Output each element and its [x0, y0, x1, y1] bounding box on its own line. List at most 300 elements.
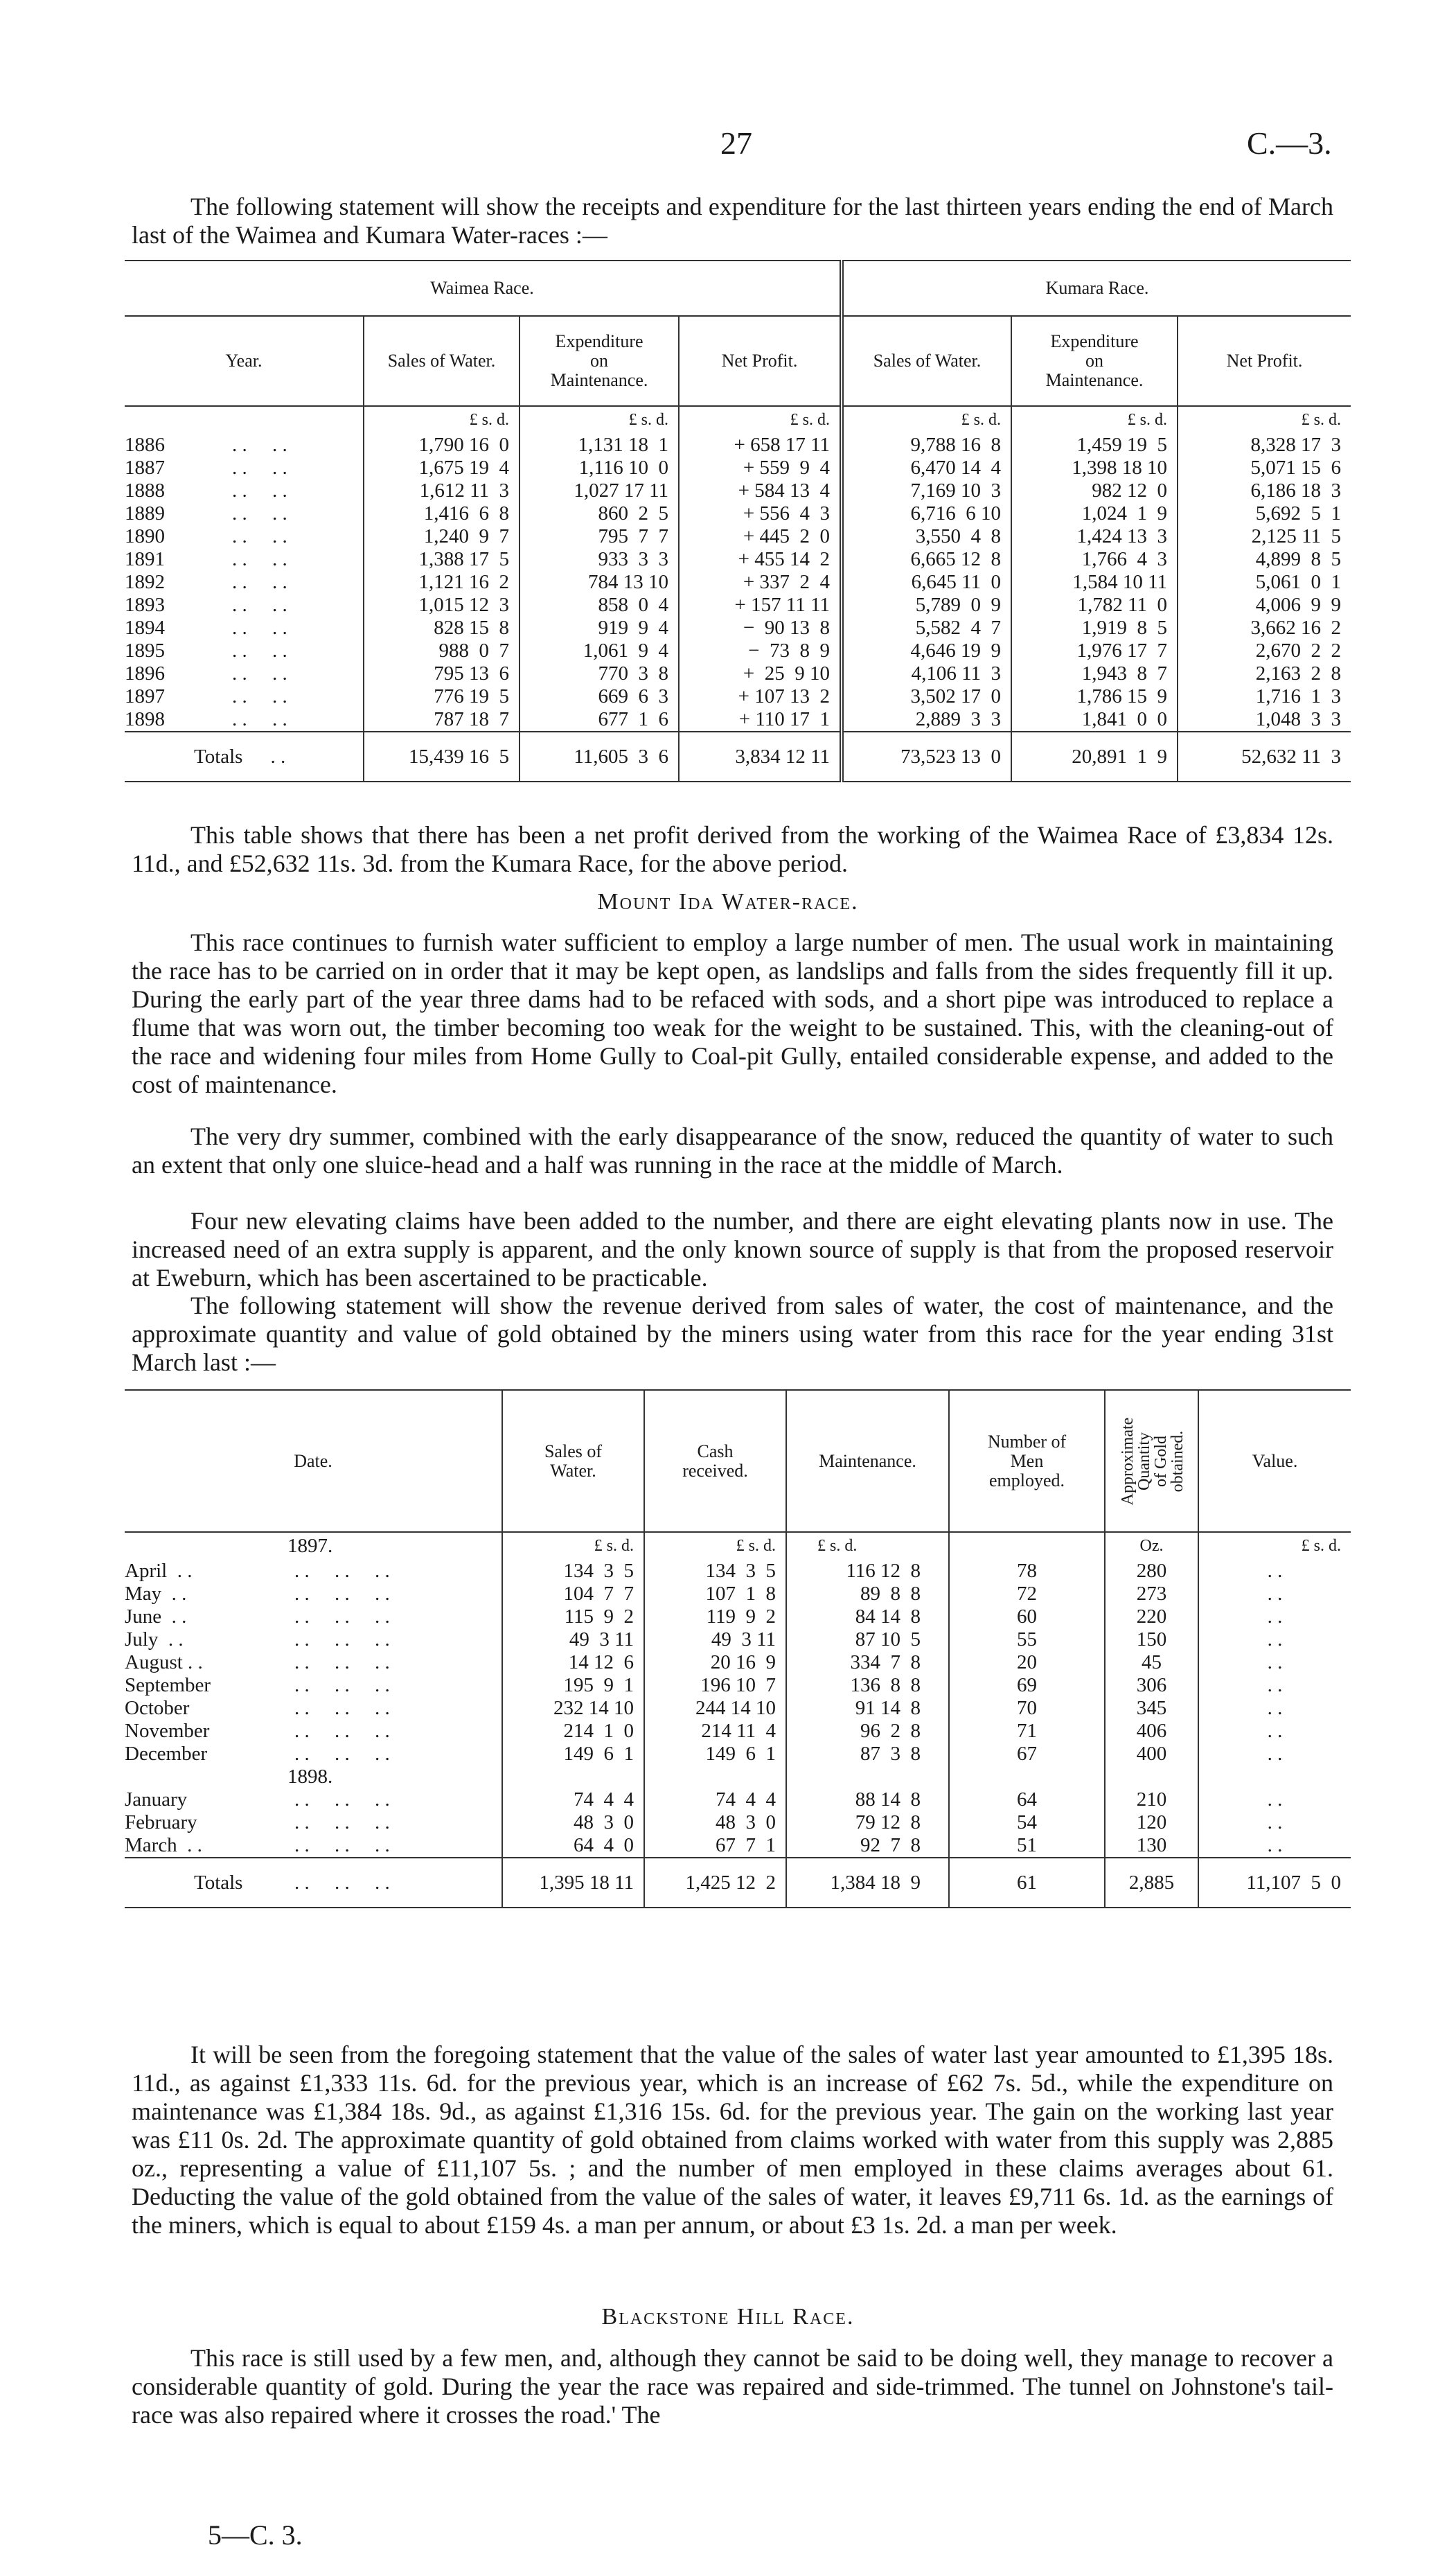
gold-cell: 210 — [1105, 1788, 1198, 1811]
month-cell — [125, 1811, 502, 1834]
units-label: £ s. d. — [679, 406, 842, 434]
sales-cell: 49 3 11 — [502, 1628, 644, 1651]
cash-cell: 67 7 1 — [644, 1834, 786, 1858]
waimea-sales-cell: 1,388 17 5 — [364, 548, 520, 571]
kumara-expenditure-cell: 1,943 8 7 — [1011, 662, 1178, 685]
mount-ida-text-2: The very dry summer, combined with the early disappearance of the snow, reduced the quantity of water to such an extent that only one sluice-head and a half was running in the race at the middle of March. — [132, 1123, 1333, 1179]
waimea-net-profit-total: 3,834 12 11 — [679, 732, 842, 782]
maintenance-cell: 79 12 8 — [786, 1811, 949, 1834]
leader-dots: . . . . — [232, 708, 287, 730]
intro-paragraph — [132, 193, 1333, 249]
month-label: January — [125, 1788, 188, 1811]
kumara-sales-cell: 5,789 0 9 — [842, 594, 1011, 617]
gold-column-header — [1105, 1390, 1198, 1532]
kumara-sales-cell: 2,889 3 3 — [842, 708, 1011, 732]
totals-label: Totals — [194, 1871, 243, 1894]
gold-label-line3: of Gold — [1151, 1435, 1170, 1487]
leader-dots: . . . . . . — [294, 1697, 390, 1719]
kumara-sales-cell: 6,716 6 10 — [842, 502, 1011, 525]
month-cell — [125, 1697, 502, 1720]
kumara-expenditure-cell: 1,424 13 3 — [1011, 525, 1178, 548]
cash-label-line1: Cash — [697, 1441, 734, 1461]
kumara-expenditure-header — [1011, 316, 1178, 406]
year-cell — [125, 479, 364, 502]
year-cell — [125, 640, 364, 662]
kumara-net-profit-cell: 2,670 2 2 — [1178, 640, 1351, 662]
gold-cell: 220 — [1105, 1605, 1198, 1628]
leader-dots: . . . . — [232, 548, 287, 570]
waimea-expenditure-header — [520, 316, 679, 406]
men-cell: 69 — [949, 1674, 1105, 1697]
waimea-net-profit-cell: + 556 4 3 — [679, 502, 842, 525]
gold-cell: 306 — [1105, 1674, 1198, 1697]
table-row — [125, 640, 1351, 662]
table-row — [125, 1560, 1351, 1583]
waimea-net-profit-cell: + 110 17 1 — [679, 708, 842, 732]
empty-cell — [949, 1766, 1105, 1788]
men-label-line3: employed. — [988, 1470, 1065, 1490]
men-label-line1: Number of — [987, 1431, 1067, 1452]
cash-cell: 196 10 7 — [644, 1674, 786, 1697]
year-label: 1888 — [125, 479, 165, 502]
totals-row — [125, 1858, 1351, 1908]
month-cell — [125, 1788, 502, 1811]
leader-dots: . . . . . . — [294, 1834, 390, 1856]
value-cell: . . — [1198, 1720, 1351, 1743]
kumara-expenditure-cell: 1,459 19 5 — [1011, 434, 1178, 457]
cash-label-line2: received. — [682, 1460, 748, 1481]
waimea-sales-cell: 776 19 5 — [364, 685, 520, 708]
waimea-net-profit-cell: + 455 14 2 — [679, 548, 842, 571]
table-row — [125, 502, 1351, 525]
value-cell: . . — [1198, 1605, 1351, 1628]
month-cell — [125, 1674, 502, 1697]
kumara-sales-cell: 6,665 12 8 — [842, 548, 1011, 571]
empty-cell — [644, 1766, 786, 1788]
signature-mark: 5—C. 3. — [208, 2519, 303, 2551]
year-cell — [125, 571, 364, 594]
waimea-sales-cell: 1,240 9 7 — [364, 525, 520, 548]
waimea-sales-cell: 988 0 7 — [364, 640, 520, 662]
men-cell: 60 — [949, 1605, 1105, 1628]
year-label: 1897 — [125, 685, 165, 707]
sales-cell: 134 3 5 — [502, 1560, 644, 1583]
expenditure-label-line3: Maintenance. — [1045, 370, 1144, 390]
table-row — [125, 1834, 1351, 1858]
leader-dots: . . . . . . — [294, 1871, 390, 1894]
totals-cell — [125, 1858, 502, 1908]
sales-cell: 14 12 6 — [502, 1651, 644, 1674]
men-cell: 67 — [949, 1743, 1105, 1766]
sales-cell: 214 1 0 — [502, 1720, 644, 1743]
cash-cell: 119 9 2 — [644, 1605, 786, 1628]
waimea-net-profit-cell: + 445 2 0 — [679, 525, 842, 548]
kumara-expenditure-cell: 1,584 10 11 — [1011, 571, 1178, 594]
waimea-kumara-table — [125, 260, 1351, 782]
units-label: £ s. d. — [502, 1532, 644, 1560]
table-row — [125, 594, 1351, 617]
kumara-expenditure-cell: 1,024 1 9 — [1011, 502, 1178, 525]
men-cell: 70 — [949, 1697, 1105, 1720]
page-number: 27 — [720, 125, 752, 161]
units-label: £ s. d. — [364, 406, 520, 434]
year-label: 1890 — [125, 525, 165, 547]
table-row — [125, 1674, 1351, 1697]
maintenance-cell: 96 2 8 — [786, 1720, 949, 1743]
table-row — [125, 548, 1351, 571]
year-cell — [125, 502, 364, 525]
gold-label-line4: obtained. — [1168, 1430, 1187, 1492]
kumara-sales-cell: 4,106 11 3 — [842, 662, 1011, 685]
cash-cell: 244 14 10 — [644, 1697, 786, 1720]
men-cell: 78 — [949, 1560, 1105, 1583]
table2-summary-text: It will be seen from the foregoing statement that the value of the sales of water last year amounted to £1,395 18s. 11d., as against £1,333 11s. 6d. for the previous year, which is an increase of £62 7s. 5d., while the expenditure on maintenance was £1,384 18s. 9d., as against £1,316 15s. 6d. for the previous year. The gain on the working last year was £11 0s. 2d. The approximate quantity of gold obtained from claims worked with water from this supply was 2,885 oz., representing a value of £11,107 5s. ; and the number of men employed in these claims averages about 61. Deducting the value of the gold obtained from the value of the sales of water, it leaves £9,711 6s. 1d. as the earnings of the miners, which is equal to about £159 4s. a man per annum, or about £3 1s. 2d. a man per week. — [132, 2041, 1333, 2239]
mount-ida-paragraph-3 — [132, 1207, 1333, 1292]
maintenance-cell: 334 7 8 — [786, 1651, 949, 1674]
leader-dots: . . . . . . — [294, 1605, 390, 1628]
blackstone-paragraph — [132, 2344, 1333, 2429]
waimea-expenditure-cell: 795 7 7 — [520, 525, 679, 548]
year-cell — [125, 434, 364, 457]
kumara-expenditure-cell: 1,398 18 10 — [1011, 457, 1178, 479]
maintenance-cell: 87 10 5 — [786, 1628, 949, 1651]
waimea-sales-cell: 828 15 8 — [364, 617, 520, 640]
year-cell — [125, 617, 364, 640]
intro-text: The following statement will show the receipts and expenditure for the last thirteen years ending the end of March last of the Waimea and Kumara Water-races :— — [132, 193, 1333, 249]
gold-cell: 345 — [1105, 1697, 1198, 1720]
cash-cell: 20 16 9 — [644, 1651, 786, 1674]
month-cell — [125, 1628, 502, 1651]
waimea-expenditure-cell: 784 13 10 — [520, 571, 679, 594]
leader-dots: . . . . — [232, 685, 287, 707]
cash-cell: 149 6 1 — [644, 1743, 786, 1766]
leader-dots: . . . . — [232, 662, 287, 685]
leader-dots: . . . . — [232, 571, 287, 593]
waimea-net-profit-cell: + 157 11 11 — [679, 594, 842, 617]
expenditure-label-line1: Expenditure — [1050, 331, 1139, 351]
kumara-sales-cell: 3,502 17 0 — [842, 685, 1011, 708]
units-label: £ s. d. — [520, 406, 679, 434]
month-cell — [125, 1720, 502, 1743]
waimea-kumara-body — [125, 406, 1351, 782]
leader-dots: . . . . . . — [294, 1628, 390, 1651]
men-column-header — [949, 1390, 1105, 1532]
men-cell: 51 — [949, 1834, 1105, 1858]
kumara-race-header: Kumara Race. — [842, 261, 1351, 316]
cash-column-header — [644, 1390, 786, 1532]
year-cell — [125, 594, 364, 617]
leader-dots: . . — [270, 745, 286, 768]
kumara-net-profit-cell: 4,006 9 9 — [1178, 594, 1351, 617]
month-cell — [125, 1834, 502, 1858]
kumara-sales-cell: 9,788 16 8 — [842, 434, 1011, 457]
leader-dots: . . . . . . — [294, 1583, 390, 1605]
maintenance-column-header: Maintenance. — [786, 1390, 949, 1532]
units-label: £ s. d. — [786, 1532, 949, 1560]
value-cell: . . — [1198, 1811, 1351, 1834]
value-column-header: Value. — [1198, 1390, 1351, 1532]
table-row — [125, 525, 1351, 548]
maintenance-total: 1,384 18 9 — [786, 1858, 949, 1908]
waimea-sales-cell: 1,015 12 3 — [364, 594, 520, 617]
value-cell: . . — [1198, 1834, 1351, 1858]
waimea-expenditure-cell: 933 3 3 — [520, 548, 679, 571]
mount-ida-body — [125, 1532, 1351, 1908]
waimea-net-profit-cell: + 25 9 10 — [679, 662, 842, 685]
waimea-sales-total: 15,439 16 5 — [364, 732, 520, 782]
value-total: 11,107 5 0 — [1198, 1858, 1351, 1908]
waimea-race-header: Waimea Race. — [125, 261, 842, 316]
document-reference: C.—3. — [1247, 125, 1332, 161]
empty-cell — [1105, 1766, 1198, 1788]
gold-label-line2: Quantity — [1135, 1432, 1153, 1490]
waimea-expenditure-total: 11,605 3 6 — [520, 732, 679, 782]
empty-cell — [1198, 1766, 1351, 1788]
kumara-net-profit-total: 52,632 11 3 — [1178, 732, 1351, 782]
sales-label-line2: Water. — [550, 1460, 596, 1481]
waimea-net-profit-cell: + 337 2 4 — [679, 571, 842, 594]
maintenance-cell: 92 7 8 — [786, 1834, 949, 1858]
date-column-header: Date. — [294, 1450, 332, 1471]
table-row — [125, 457, 1351, 479]
month-cell — [125, 1605, 502, 1628]
year-cell — [125, 525, 364, 548]
units-label: £ s. d. — [1011, 406, 1178, 434]
year-units-row — [125, 1532, 1351, 1560]
year-label: 1896 — [125, 662, 165, 685]
sales-cell: 232 14 10 — [502, 1697, 644, 1720]
kumara-expenditure-cell: 1,919 8 5 — [1011, 617, 1178, 640]
table-row — [125, 571, 1351, 594]
waimea-sales-cell: 1,121 16 2 — [364, 571, 520, 594]
waimea-sales-cell: 1,675 19 4 — [364, 457, 520, 479]
maintenance-cell: 84 14 8 — [786, 1605, 949, 1628]
waimea-expenditure-cell: 919 9 4 — [520, 617, 679, 640]
kumara-net-profit-cell: 2,163 2 8 — [1178, 662, 1351, 685]
maintenance-cell: 89 8 8 — [786, 1583, 949, 1605]
table1-summary-paragraph — [132, 821, 1333, 878]
leader-dots: . . . . — [232, 434, 287, 456]
year-column-header: Year. — [225, 351, 263, 371]
kumara-net-profit-cell: 1,716 1 3 — [1178, 685, 1351, 708]
men-total: 61 — [949, 1858, 1105, 1908]
men-cell: 72 — [949, 1583, 1105, 1605]
table1-summary-text: This table shows that there has been a net profit derived from the working of the Waimea Race of £3,834 12s. 11d., and £52,632 11s. 3d. from the Kumara Race, for the above period. — [132, 821, 1333, 877]
waimea-net-profit-cell: + 559 9 4 — [679, 457, 842, 479]
waimea-expenditure-cell: 860 2 5 — [520, 502, 679, 525]
year-1898-label: 1898. — [287, 1766, 333, 1788]
gold-cell: 400 — [1105, 1743, 1198, 1766]
kumara-net-profit-header: Net Profit. — [1178, 316, 1351, 406]
value-cell: . . — [1198, 1788, 1351, 1811]
month-label: December — [125, 1743, 208, 1765]
table-row — [125, 662, 1351, 685]
year-cell — [125, 548, 364, 571]
gold-cell: 406 — [1105, 1720, 1198, 1743]
maintenance-cell: 136 8 8 — [786, 1674, 949, 1697]
men-cell: 54 — [949, 1811, 1105, 1834]
kumara-expenditure-cell: 1,976 17 7 — [1011, 640, 1178, 662]
mount-ida-text-4: The following statement will show the revenue derived from sales of water, the cost of maintenance, and the approximate quantity and value of gold obtained by the miners using water from this race for the year ending 31st March last :— — [132, 1292, 1333, 1376]
empty-cell — [502, 1766, 644, 1788]
gold-label-line1: Approximate — [1118, 1417, 1137, 1505]
leader-dots: . . . . — [232, 617, 287, 639]
kumara-sales-cell: 5,582 4 7 — [842, 617, 1011, 640]
kumara-expenditure-cell: 1,841 0 0 — [1011, 708, 1178, 732]
month-label: September — [125, 1674, 211, 1696]
year-label: 1891 — [125, 548, 165, 570]
table-row — [125, 1720, 1351, 1743]
table-row — [125, 1605, 1351, 1628]
table2-summary-paragraph — [132, 2041, 1333, 2239]
sales-cell: 149 6 1 — [502, 1743, 644, 1766]
men-cell: 55 — [949, 1628, 1105, 1651]
leader-dots: . . . . — [232, 457, 287, 479]
sales-cell: 104 7 7 — [502, 1583, 644, 1605]
men-cell: 20 — [949, 1651, 1105, 1674]
cash-cell: 134 3 5 — [644, 1560, 786, 1583]
mount-ida-heading: Mount Ida Water-race. — [597, 889, 859, 915]
sales-cell: 74 4 4 — [502, 1788, 644, 1811]
waimea-net-profit-cell: − 90 13 8 — [679, 617, 842, 640]
table-row — [125, 479, 1351, 502]
year-label: 1892 — [125, 571, 165, 593]
sales-cell: 115 9 2 — [502, 1605, 644, 1628]
month-label: April . . — [125, 1560, 193, 1582]
kumara-expenditure-total: 20,891 1 9 — [1011, 732, 1178, 782]
leader-dots: . . . . — [232, 594, 287, 616]
year-row — [125, 1766, 1351, 1788]
leader-dots: . . . . . . — [294, 1811, 390, 1833]
leader-dots: . . . . . . — [294, 1560, 390, 1582]
waimea-net-profit-cell: − 73 8 9 — [679, 640, 842, 662]
sales-label-line1: Sales of — [544, 1441, 603, 1461]
month-label: July . . — [125, 1628, 184, 1651]
leader-dots: . . . . — [232, 640, 287, 662]
gold-cell: 150 — [1105, 1628, 1198, 1651]
empty-cell — [786, 1766, 949, 1788]
year-cell — [125, 708, 364, 732]
kumara-expenditure-cell: 1,766 4 3 — [1011, 548, 1178, 571]
table-row — [125, 434, 1351, 457]
waimea-expenditure-cell: 1,131 18 1 — [520, 434, 679, 457]
totals-label: Totals — [194, 745, 243, 768]
kumara-sales-cell: 4,646 19 9 — [842, 640, 1011, 662]
waimea-sales-cell: 1,790 16 0 — [364, 434, 520, 457]
totals-row — [125, 732, 1351, 782]
kumara-net-profit-cell: 5,061 0 1 — [1178, 571, 1351, 594]
year-label: 1889 — [125, 502, 165, 525]
mount-ida-paragraph-4 — [132, 1292, 1333, 1377]
gold-cell: 120 — [1105, 1811, 1198, 1834]
waimea-net-profit-cell: + 584 13 4 — [679, 479, 842, 502]
year-label: 1893 — [125, 594, 165, 616]
maintenance-cell: 91 14 8 — [786, 1697, 949, 1720]
kumara-net-profit-cell: 1,048 3 3 — [1178, 708, 1351, 732]
month-label: August . . — [125, 1651, 203, 1673]
table-row — [125, 1811, 1351, 1834]
cash-cell: 49 3 11 — [644, 1628, 786, 1651]
gold-cell: 273 — [1105, 1583, 1198, 1605]
year-label: 1895 — [125, 640, 165, 662]
expenditure-label-line1: Expenditure — [555, 331, 643, 351]
table-row — [125, 1697, 1351, 1720]
table-row — [125, 617, 1351, 640]
gold-cell: 45 — [1105, 1651, 1198, 1674]
units-row — [125, 406, 1351, 434]
cash-cell: 74 4 4 — [644, 1788, 786, 1811]
waimea-expenditure-cell: 1,061 9 4 — [520, 640, 679, 662]
year-1897-label: 1897. — [287, 1535, 333, 1557]
month-label: November — [125, 1720, 210, 1742]
mount-ida-paragraph-1 — [132, 928, 1333, 1099]
cash-cell: 107 1 8 — [644, 1583, 786, 1605]
value-cell: . . — [1198, 1560, 1351, 1583]
kumara-sales-cell: 7,169 10 3 — [842, 479, 1011, 502]
men-label-line2: Men — [1010, 1450, 1044, 1471]
year-cell — [125, 457, 364, 479]
leader-dots: . . . . . . — [294, 1788, 390, 1811]
waimea-expenditure-cell: 669 6 3 — [520, 685, 679, 708]
table-row — [125, 1651, 1351, 1674]
mount-ida-table — [125, 1389, 1351, 1908]
year-label: 1898 — [125, 708, 165, 730]
kumara-sales-total: 73,523 13 0 — [842, 732, 1011, 782]
table-row — [125, 708, 1351, 732]
leader-dots: . . . . — [232, 502, 287, 525]
expenditure-label-line3: Maintenance. — [550, 370, 648, 390]
kumara-expenditure-cell: 1,786 15 9 — [1011, 685, 1178, 708]
sales-total: 1,395 18 11 — [502, 1858, 644, 1908]
kumara-net-profit-cell: 3,662 16 2 — [1178, 617, 1351, 640]
kumara-expenditure-cell: 1,782 11 0 — [1011, 594, 1178, 617]
waimea-expenditure-cell: 770 3 8 — [520, 662, 679, 685]
year-label: 1894 — [125, 617, 165, 639]
units-oz-label: Oz. — [1105, 1532, 1198, 1560]
leader-dots: . . . . . . — [294, 1674, 390, 1696]
table-row — [125, 1628, 1351, 1651]
month-cell — [125, 1560, 502, 1583]
cash-total: 1,425 12 2 — [644, 1858, 786, 1908]
year-label: 1887 — [125, 457, 165, 479]
kumara-expenditure-cell: 982 12 0 — [1011, 479, 1178, 502]
maintenance-cell: 88 14 8 — [786, 1788, 949, 1811]
waimea-net-profit-cell: + 107 13 2 — [679, 685, 842, 708]
blackstone-text: This race is still used by a few men, and, although they cannot be said to be doing well, they manage to recover a considerable quantity of gold. During the year the race was repaired and side-trimmed. The tunnel on Johnstone's tail-race was also repaired where it crosses the road.' The — [132, 2344, 1333, 2429]
table-row — [125, 1583, 1351, 1605]
kumara-net-profit-cell: 5,692 5 1 — [1178, 502, 1351, 525]
table-row — [125, 1743, 1351, 1766]
month-label: June . . — [125, 1605, 187, 1628]
value-cell: . . — [1198, 1651, 1351, 1674]
kumara-net-profit-cell: 8,328 17 3 — [1178, 434, 1351, 457]
gold-total: 2,885 — [1105, 1858, 1198, 1908]
year-label: 1886 — [125, 434, 165, 456]
year-cell — [125, 685, 364, 708]
kumara-net-profit-cell: 6,186 18 3 — [1178, 479, 1351, 502]
value-cell: . . — [1198, 1628, 1351, 1651]
leader-dots: . . . . . . — [294, 1743, 390, 1765]
units-label: £ s. d. — [1198, 1532, 1351, 1560]
year-cell — [125, 662, 364, 685]
expenditure-label-line2: on — [590, 351, 608, 371]
sales-cell: 48 3 0 — [502, 1811, 644, 1834]
value-cell: . . — [1198, 1674, 1351, 1697]
kumara-sales-header: Sales of Water. — [842, 316, 1011, 406]
maintenance-cell: 87 3 8 — [786, 1743, 949, 1766]
kumara-sales-cell: 6,645 11 0 — [842, 571, 1011, 594]
units-label: £ s. d. — [644, 1532, 786, 1560]
